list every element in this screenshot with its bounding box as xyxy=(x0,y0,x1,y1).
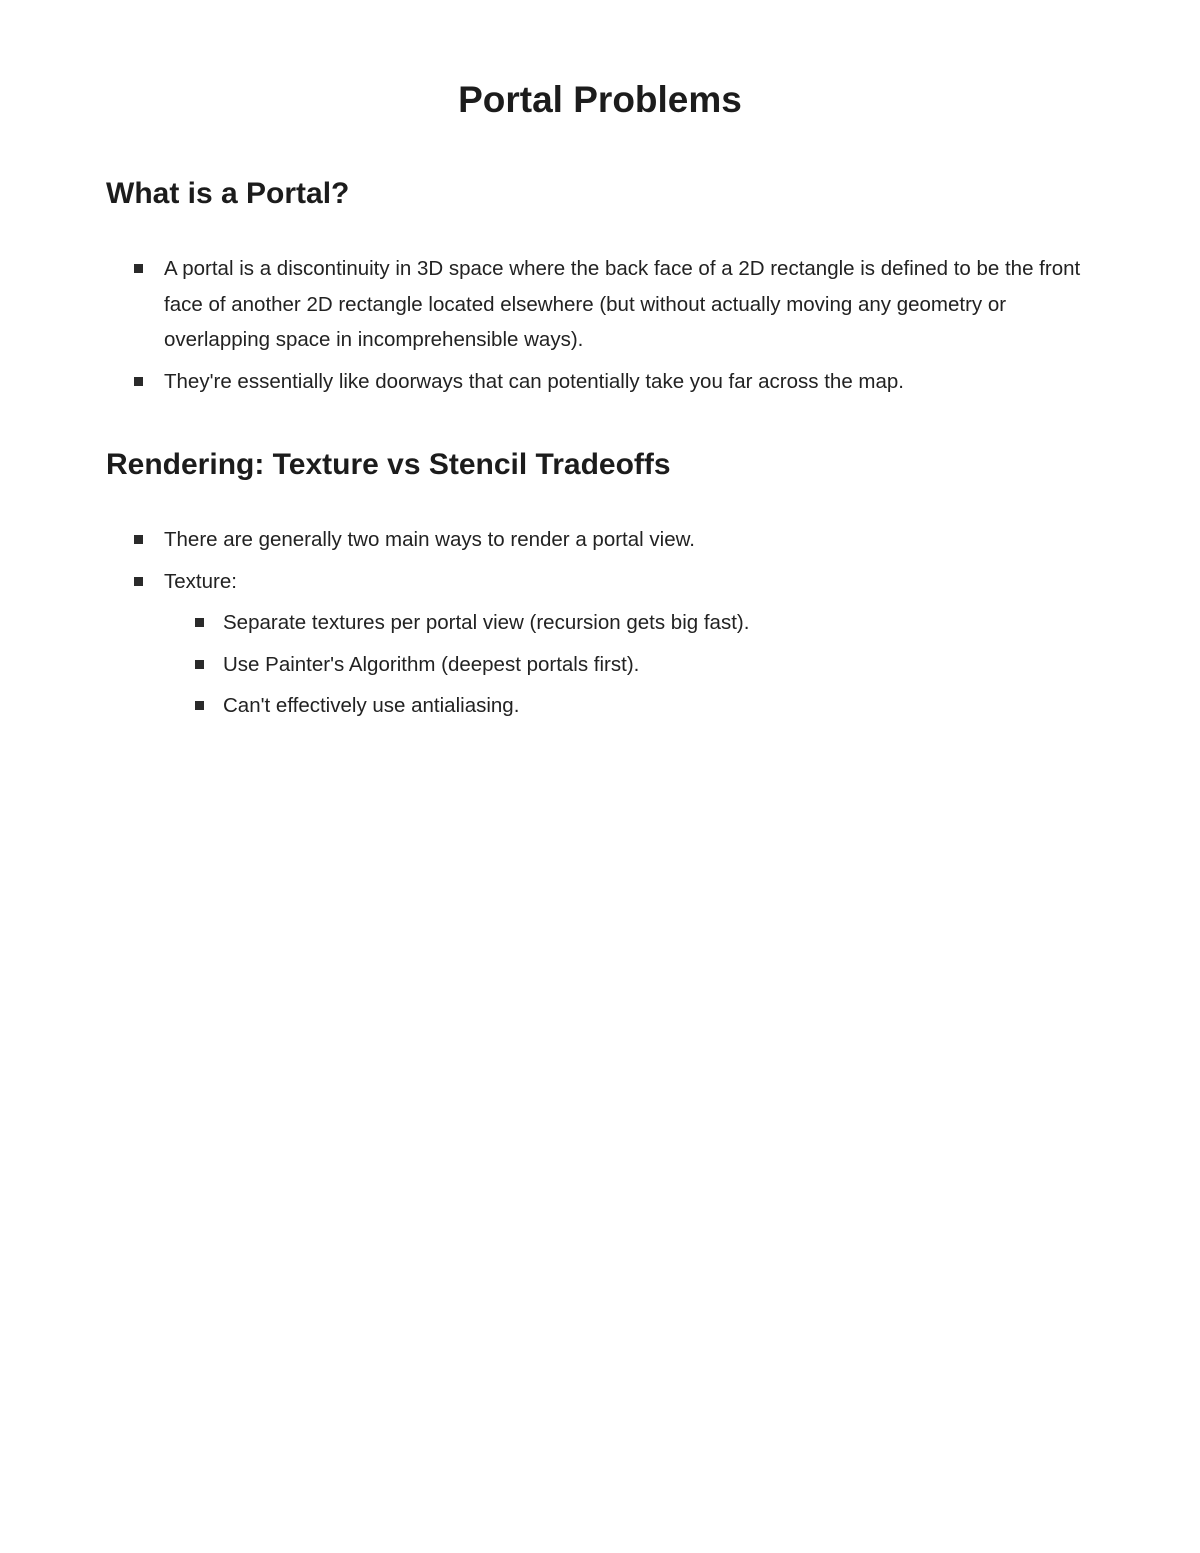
list-item xyxy=(0,251,1200,358)
square-bullet-icon xyxy=(195,701,204,710)
bullet-list-rendering xyxy=(0,522,1200,724)
list-item-text: A portal is a discontinuity in 3D space where the back face of a 2D rectangle is defined to be the front face of another 2D rectangle located elsewhere (but without actually moving any geometry or overlapping space in incomprehensible ways). xyxy=(164,257,1081,351)
list-item xyxy=(0,564,1200,600)
section-heading-what-is-a-portal: What is a Portal? xyxy=(106,177,350,210)
sub-list-item xyxy=(0,688,1200,724)
square-bullet-icon xyxy=(134,377,143,386)
sub-list-item xyxy=(0,647,1200,683)
square-bullet-icon xyxy=(134,577,143,586)
sub-list-item xyxy=(0,605,1200,641)
section-heading-rendering: Rendering: Texture vs Stencil Tradeoffs xyxy=(106,448,671,481)
sub-list-item-text: Can't effectively use antialiasing. xyxy=(223,694,520,717)
list-item-text: There are generally two main ways to render a portal view. xyxy=(164,528,695,551)
sub-list-item-text: Use Painter's Algorithm (deepest portals first). xyxy=(223,652,640,676)
square-bullet-icon xyxy=(195,618,204,627)
square-bullet-icon xyxy=(195,660,204,669)
list-item xyxy=(0,522,1200,558)
list-item xyxy=(0,364,1200,400)
square-bullet-icon xyxy=(134,264,143,273)
page-title: Portal Problems xyxy=(458,79,742,120)
bullet-list-what-is-a-portal xyxy=(0,251,1200,399)
list-item-text: Texture: xyxy=(164,569,237,593)
list-item-text: They're essentially like doorways that can potentially take you far across the map. xyxy=(164,369,905,393)
sub-list-item-text: Separate textures per portal view (recursion gets big fast). xyxy=(223,611,750,634)
square-bullet-icon xyxy=(134,535,143,544)
